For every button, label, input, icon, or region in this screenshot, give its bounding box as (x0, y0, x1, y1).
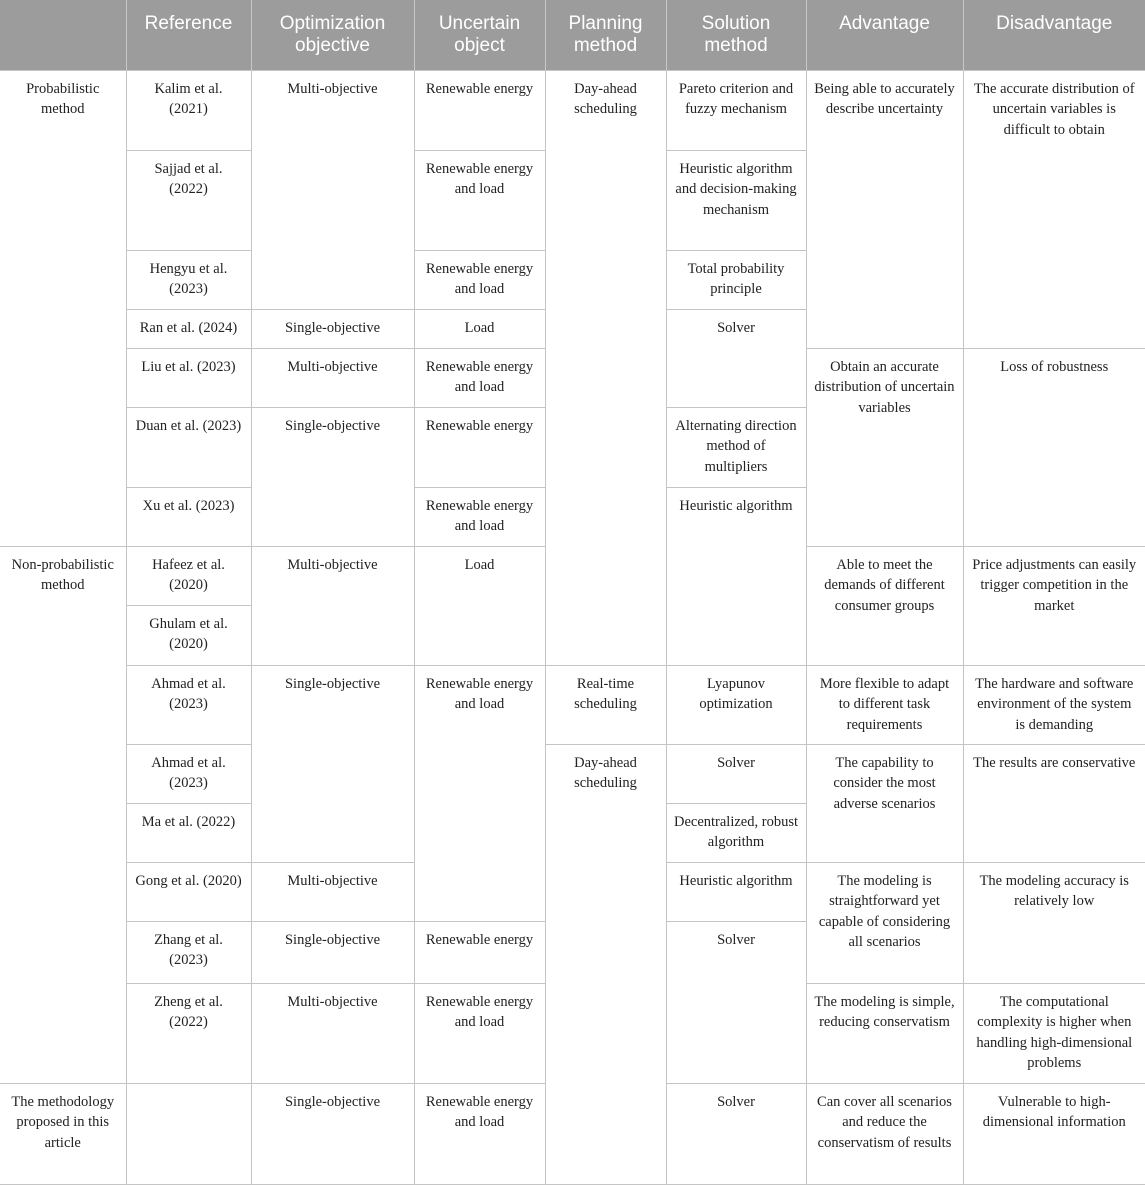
reference-cell: Ahmad et al. (2023) (126, 665, 251, 744)
planning-cell: Day-ahead scheduling (545, 70, 666, 665)
reference-cell: Ran et al. (2024) (126, 309, 251, 348)
disadvantage-cell: The results are conservative (963, 744, 1145, 862)
reference-cell: Ma et al. (2022) (126, 803, 251, 862)
category-cell: The methodology proposed in this article (0, 1083, 126, 1184)
objective-cell: Multi-objective (251, 348, 414, 407)
reference-cell: Gong et al. (2020) (126, 862, 251, 921)
uncertain-cell: Renewable energy and load (414, 665, 545, 921)
reference-cell: Zhang et al. (2023) (126, 921, 251, 983)
header-reference: Reference (126, 0, 251, 70)
objective-cell: Multi-objective (251, 546, 414, 665)
advantage-cell: The modeling is simple, reducing conservatism (806, 983, 963, 1083)
objective-cell: Multi-objective (251, 862, 414, 921)
objective-cell: Multi-objective (251, 983, 414, 1083)
objective-cell: Multi-objective (251, 70, 414, 309)
solution-cell: Heuristic algorithm (666, 862, 806, 921)
header-advantage: Advantage (806, 0, 963, 70)
solution-cell: Alternating direction method of multipliers (666, 407, 806, 487)
table-row (0, 665, 1145, 744)
reference-cell: Hafeez et al. (2020) (126, 546, 251, 605)
uncertain-cell: Renewable energy and load (414, 487, 545, 546)
category-cell: Probabilistic method (0, 70, 126, 546)
solution-cell: Pareto criterion and fuzzy mechanism (666, 70, 806, 150)
uncertain-cell: Renewable energy and load (414, 348, 545, 407)
advantage-cell: Able to meet the demands of different consumer groups (806, 546, 963, 665)
objective-cell: Single-objective (251, 309, 414, 348)
objective-cell: Single-objective (251, 1083, 414, 1184)
solution-cell: Solver (666, 309, 806, 407)
reference-cell: Hengyu et al. (2023) (126, 250, 251, 309)
planning-cell: Day-ahead scheduling (545, 744, 666, 1184)
advantage-cell: Obtain an accurate distribution of uncertain variables (806, 348, 963, 546)
planning-cell: Real-time scheduling (545, 665, 666, 744)
advantage-cell: Being able to accurately describe uncertainty (806, 70, 963, 348)
solution-cell: Lyapunov optimization (666, 665, 806, 744)
uncertain-cell: Renewable energy (414, 70, 545, 150)
solution-cell: Decentralized, robust algorithm (666, 803, 806, 862)
uncertain-cell: Load (414, 546, 545, 665)
solution-cell: Solver (666, 744, 806, 803)
disadvantage-cell: The hardware and software environment of the system is demanding (963, 665, 1145, 744)
reference-cell: Zheng et al. (2022) (126, 983, 251, 1083)
objective-cell: Single-objective (251, 665, 414, 862)
disadvantage-cell: Loss of robustness (963, 348, 1145, 546)
header-planning-method: Planning method (545, 0, 666, 70)
reference-cell: Xu et al. (2023) (126, 487, 251, 546)
reference-cell: Sajjad et al. (2022) (126, 150, 251, 250)
solution-cell: Solver (666, 921, 806, 1083)
uncertain-cell: Renewable energy and load (414, 1083, 545, 1184)
uncertain-cell: Renewable energy and load (414, 983, 545, 1083)
objective-cell: Single-objective (251, 921, 414, 983)
solution-cell: Heuristic algorithm and decision-making mechanism (666, 150, 806, 250)
header-uncertain-object: Uncertain object (414, 0, 545, 70)
reference-cell: Kalim et al. (2021) (126, 70, 251, 150)
advantage-cell: More flexible to adapt to different task requirements (806, 665, 963, 744)
header-optimization-objective: Optimization objective (251, 0, 414, 70)
uncertain-cell: Renewable energy and load (414, 250, 545, 309)
uncertain-cell: Renewable energy and load (414, 150, 545, 250)
advantage-cell: Can cover all scenarios and reduce the conservatism of results (806, 1083, 963, 1184)
header-disadvantage: Disadvantage (963, 0, 1145, 70)
disadvantage-cell: The computational complexity is higher when handling high-dimensional problems (963, 983, 1145, 1083)
solution-cell: Heuristic algorithm (666, 487, 806, 665)
reference-cell: Duan et al. (2023) (126, 407, 251, 487)
solution-cell: Solver (666, 1083, 806, 1184)
category-cell: Non-probabilistic method (0, 546, 126, 1083)
reference-cell: Liu et al. (2023) (126, 348, 251, 407)
table-row (0, 744, 1145, 803)
reference-cell: Ghulam et al. (2020) (126, 605, 251, 665)
table-row (0, 70, 1145, 150)
solution-cell: Total probability principle (666, 250, 806, 309)
disadvantage-cell: Price adjustments can easily trigger competition in the market (963, 546, 1145, 665)
advantage-cell: The capability to consider the most adverse scenarios (806, 744, 963, 862)
reference-cell: Ahmad et al. (2023) (126, 744, 251, 803)
header-category (0, 0, 126, 70)
objective-cell: Single-objective (251, 407, 414, 546)
disadvantage-cell: The modeling accuracy is relatively low (963, 862, 1145, 983)
disadvantage-cell: The accurate distribution of uncertain variables is difficult to obtain (963, 70, 1145, 348)
uncertain-cell: Renewable energy (414, 407, 545, 487)
uncertain-cell: Renewable energy (414, 921, 545, 983)
reference-cell (126, 1083, 251, 1184)
header-solution-method: Solution method (666, 0, 806, 70)
header-row (0, 0, 1145, 70)
advantage-cell: The modeling is straightforward yet capable of considering all scenarios (806, 862, 963, 983)
disadvantage-cell: Vulnerable to high-dimensional information (963, 1083, 1145, 1184)
uncertain-cell: Load (414, 309, 545, 348)
